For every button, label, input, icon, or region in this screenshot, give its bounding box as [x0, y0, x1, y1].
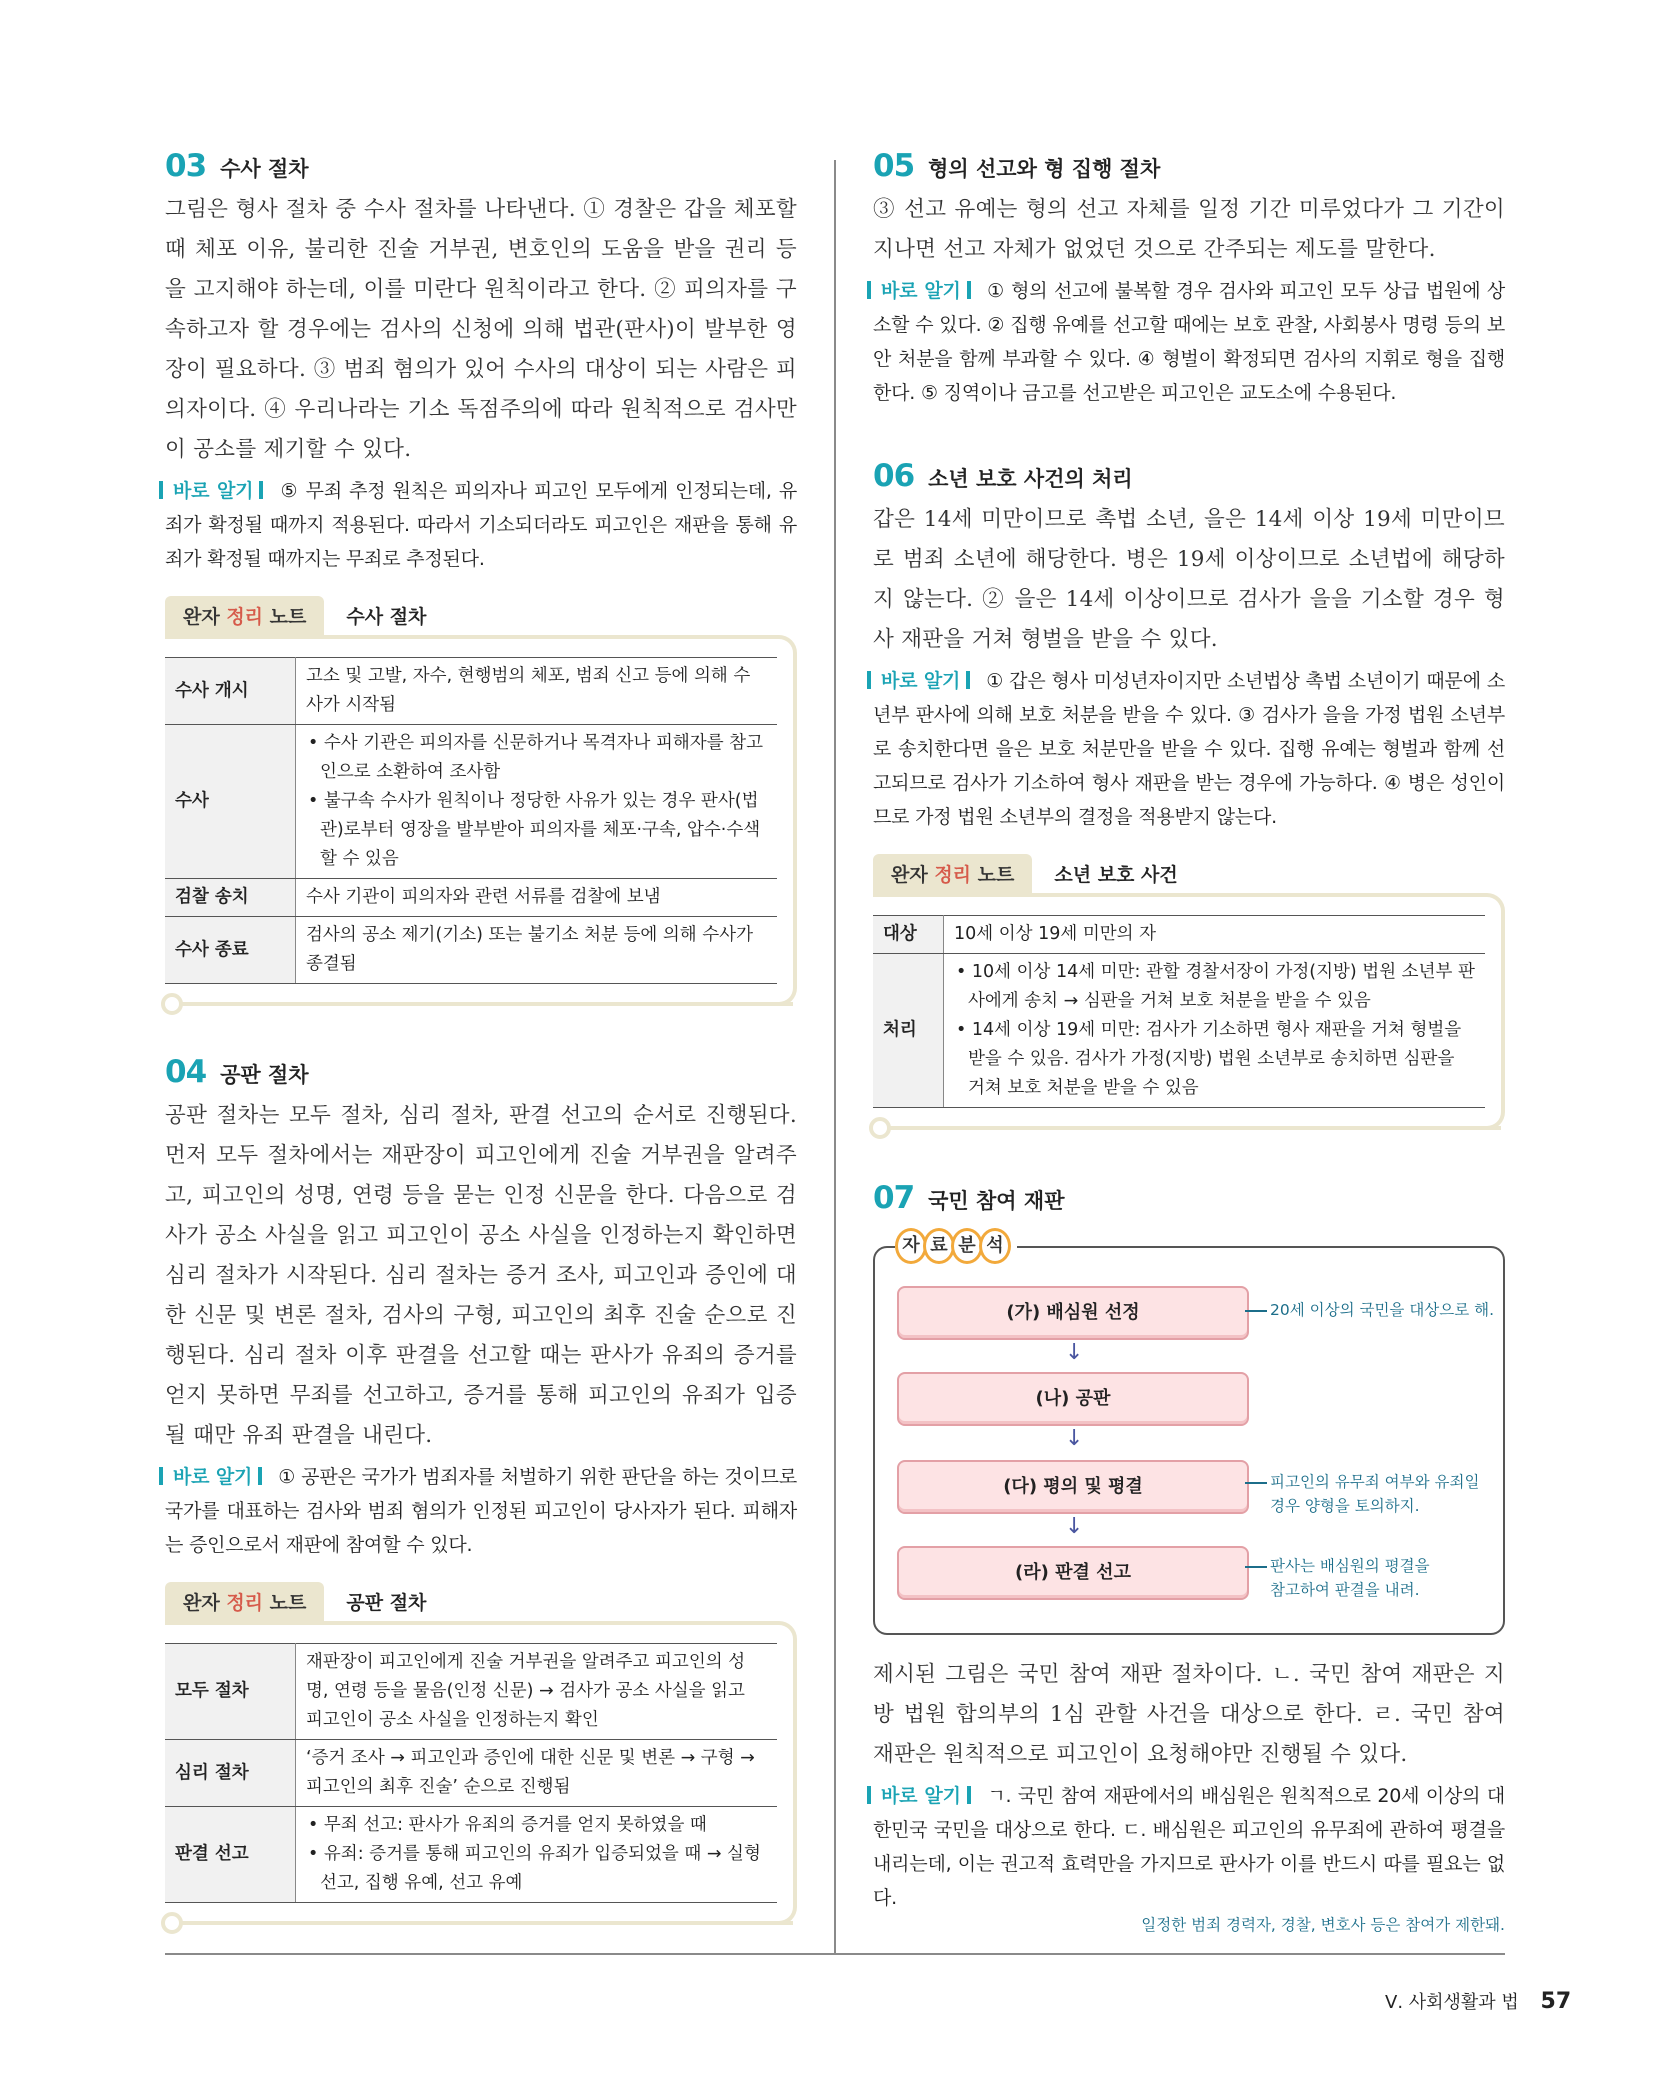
list-item: • 수사 기관은 피의자를 신문하거나 목격자나 피해자를 참고인으로 소환하여 조사함	[306, 729, 767, 787]
table-row	[165, 1807, 777, 1903]
label-char: 분	[951, 1228, 983, 1264]
section-04-body: 공판 절차는 모두 절차, 심리 절차, 판결 선고의 순서로 진행된다. 먼저 모두 절차에서는 재판장이 피고인에게 진술 거부권을 알려주고, 피고인의 성명, 연령 등을 묻는 인정 신문을 한다. 다음으로 검사가 공소 사실을 읽고 피고인이 공소 사실을 인정하는지 확인하면 심리 절차가 시작된다. 심리 절차는 증거 조사, 피고인과 증인에 대한 신문 및 변론 절차, 검사의 구형, 피고인의 최후 진술 순으로 진행된다. 심리 절차 이후 판결을 선고할 때는 판사가 유죄의 증거를 얻지 못하면 무죄를 선고하고, 증거를 통해 피고인의 유죄가 입증될 때만 유죄 판결을 내린다.	[165, 1103, 797, 1448]
section-number: 06	[873, 458, 915, 494]
bottom-rule	[165, 1953, 1505, 1955]
flow-step: (다) 평의 및 평결	[897, 1460, 1249, 1514]
row-header: 검찰 송치	[165, 879, 296, 917]
tip-bar-icon	[259, 481, 263, 499]
tip-label: 바로 알기	[881, 280, 961, 302]
note-tab: 완자 정리 노트	[165, 1582, 324, 1621]
note-box	[873, 893, 1505, 1130]
flow-diagram	[873, 1235, 1505, 1635]
row-header: 심리 절차	[165, 1740, 296, 1807]
row-content: 수사 기관이 피의자와 관련 서류를 검찰에 보냄	[296, 879, 778, 917]
row-header: 수사 종료	[165, 917, 296, 984]
flow-step: (가) 배심원 선정	[897, 1286, 1249, 1340]
row-header: 수사 개시	[165, 658, 296, 725]
tip-bar-icon	[966, 671, 970, 689]
row-header: 처리	[873, 954, 944, 1108]
tip-label: 바로 알기	[881, 1785, 961, 1807]
side-note: 20세 이상의 국민을 대상으로 해.	[1270, 1298, 1494, 1322]
section-title: 국민 참여 재판	[928, 1189, 1065, 1213]
note-bottom-line	[177, 1921, 793, 1925]
section-title: 소년 보호 사건의 처리	[928, 467, 1133, 491]
tip-text: ⑤ 무죄 추정 원칙은 피의자나 피고인 모두에게 인정되는데, 유죄가 확정될 때까지 적용된다. 따라서 기소되더라도 피고인은 재판을 통해 유죄가 확정될 때까지는 무죄로 추정된다.	[165, 480, 798, 570]
section-number: 04	[165, 1054, 207, 1090]
note-tab: 완자 정리 노트	[873, 854, 1032, 893]
row-content: 10세 이상 19세 미만의 자	[944, 916, 1486, 954]
note-title: 공판 절차	[346, 1592, 427, 1614]
table-row	[165, 1740, 777, 1807]
tip-bar-icon	[258, 1467, 262, 1485]
ring-icon	[161, 1912, 183, 1934]
section-03-tip	[165, 474, 797, 576]
section-04-tip	[165, 1460, 797, 1562]
flow-step: (라) 판결 선고	[897, 1546, 1249, 1600]
list-item: • 10세 이상 14세 미만: 관할 경찰서장이 가정(지방) 법원 소년부 판사에게 송치 → 심판을 거쳐 보호 처분을 받을 수 있음	[954, 958, 1475, 1016]
table-row	[165, 879, 777, 917]
note-table	[873, 915, 1485, 1108]
note-header	[165, 596, 797, 635]
row-header: 모두 절차	[165, 1644, 296, 1740]
tip-bar-icon	[867, 671, 871, 689]
row-header: 판결 선고	[165, 1807, 296, 1903]
section-title: 형의 선고와 형 집행 절차	[928, 157, 1161, 181]
section-05-body: ③ 선고 유예는 형의 선고 자체를 일정 기간 미루었다가 그 기간이 지나면 선고 자체가 없었던 것으로 간주되는 제도를 말한다.	[873, 197, 1505, 262]
list-item: • 무죄 선고: 판사가 유죄의 증거를 얻지 못하였을 때	[306, 1811, 767, 1840]
note-bottom-line	[885, 1126, 1501, 1130]
note-title: 수사 절차	[346, 606, 427, 628]
table-row	[165, 658, 777, 725]
section-07-heading	[873, 1180, 1505, 1216]
label-char: 료	[923, 1228, 955, 1264]
tip-bar-icon	[159, 481, 163, 499]
note-table	[165, 1643, 777, 1903]
side-note: 판사는 배심원의 평결을 참고하여 판결을 내려.	[1270, 1554, 1430, 1602]
section-title: 공판 절차	[220, 1063, 309, 1087]
tip-bar-icon	[159, 1467, 163, 1485]
table-row	[165, 725, 777, 879]
list-item: • 14세 이상 19세 미만: 검사가 기소하면 형사 재판을 거쳐 형벌을 받을 수 있음. 검사가 가정(지방) 법원 소년부로 송치하면 심판을 거쳐 보호 처분을 받을 수 있음	[954, 1016, 1475, 1103]
callout-note: 일정한 범죄 경력자, 경찰, 변호사 등은 참여가 제한돼.	[1141, 1916, 1505, 1934]
tip-text: ① 형의 선고에 불복할 경우 검사와 피고인 모두 상급 법원에 상소할 수 있다. ② 집행 유예를 선고할 때에는 보호 관찰, 사회봉사 명령 등의 보안 처분을 함께 부과할 수 있다. ④ 형벌이 확정되면 검사의 지휘로 형을 집행한다. ⑤ 징역이나 금고를 선고받은 피고인은 교도소에 수용된다.	[873, 280, 1506, 404]
tip-label: 바로 알기	[173, 1466, 253, 1488]
label-char: 자	[895, 1228, 927, 1264]
left-column	[165, 148, 797, 1925]
tip-bar-icon	[867, 281, 871, 299]
section-03-body: 그림은 형사 절차 중 수사 절차를 나타낸다. ① 경찰은 갑을 체포할 때 체포 이유, 불리한 진술 거부권, 변호인의 도움을 받을 권리 등을 고지해야 하는데, 이를 미란다 원칙이라고 한다. ② 피의자를 구속하고자 할 경우에는 검사의 신청에 의해 법관(판사)이 발부한 영장이 필요하다. ③ 범죄 혐의가 있어 수사의 대상이 되는 사람은 피의자이다. ④ 우리나라는 기소 독점주의에 따라 원칙적으로 검사만이 공소를 제기할 수 있다.	[165, 197, 797, 462]
page-number: 57	[1540, 1989, 1572, 2014]
flow-step: (나) 공판	[897, 1372, 1249, 1426]
note-header	[165, 1582, 797, 1621]
table-row	[873, 954, 1485, 1108]
section-number: 03	[165, 148, 207, 184]
section-03-heading	[165, 148, 797, 184]
label-char: 석	[979, 1228, 1011, 1264]
row-content	[944, 954, 1486, 1108]
row-content	[296, 1807, 778, 1903]
list-item: • 유죄: 증거를 통해 피고인의 유죄가 입증되었을 때 → 실형 선고, 집행 유예, 선고 유예	[306, 1840, 767, 1898]
note-box	[165, 635, 797, 1006]
section-06-tip	[873, 664, 1505, 834]
row-content: 고소 및 고발, 자수, 현행범의 체포, 범죄 신고 등에 의해 수사가 시작됨	[296, 658, 778, 725]
section-07-body: 제시된 그림은 국민 참여 재판 절차이다. ㄴ. 국민 참여 재판은 지방 법원 합의부의 1심 관할 사건을 대상으로 한다. ㄹ. 국민 참여 재판은 원칙적으로 피고인이 요청해야만 진행될 수 있다.	[873, 1662, 1505, 1767]
section-number: 05	[873, 148, 915, 184]
note-bottom-line	[177, 1002, 793, 1006]
tip-bar-icon	[967, 1786, 971, 1804]
table-row	[165, 1644, 777, 1740]
ring-icon	[869, 1117, 891, 1139]
note-box	[165, 1621, 797, 1925]
ring-icon	[161, 993, 183, 1015]
tip-label: 바로 알기	[173, 480, 254, 502]
tip-text: ① 갑은 형사 미성년자이지만 소년법상 촉법 소년이기 때문에 소년부 판사에 의해 보호 처분을 받을 수 있다. ③ 검사가 을을 가정 법원 소년부로 송치한다면 을은 보호 처분만을 받을 수 있다. 집행 유예는 형벌과 함께 선고되므로 검사가 기소하여 형사 재판을 받는 경우에 가능하다. ④ 병은 성인이므로 가정 법원 소년부의 결정을 적용받지 않는다.	[873, 670, 1505, 828]
row-header: 수사	[165, 725, 296, 879]
tip-label: 바로 알기	[881, 670, 961, 692]
tip-bar-icon	[967, 281, 971, 299]
arrow-down-icon: ↓	[1065, 1426, 1084, 1451]
diagram-label	[895, 1228, 1017, 1264]
row-content: 재판장이 피고인에게 진술 거부권을 알려주고 피고인의 성명, 연령 등을 물음(인정 신문) → 검사가 공소 사실을 읽고 피고인이 공소 사실을 인정하는지 확인	[296, 1644, 778, 1740]
row-content	[296, 725, 778, 879]
section-title: 수사 절차	[220, 157, 309, 181]
note-title: 소년 보호 사건	[1054, 864, 1178, 886]
tip-text: ㄱ. 국민 참여 재판에서의 배심원은 원칙적으로 20세 이상의 대한민국 국민을 대상으로 한다. ㄷ. 배심원은 피고인의 유무죄에 관하여 평결을 내리는데, 이는 권고적 효력만을 가지므로 판사가 이를 반드시 따를 필요는 없다.	[873, 1785, 1506, 1909]
arrow-down-icon: ↓	[1065, 1340, 1084, 1365]
row-content: 검사의 공소 제기(기소) 또는 불기소 처분 등에 의해 수사가 종결됨	[296, 917, 778, 984]
section-06-heading	[873, 458, 1505, 494]
section-04-heading	[165, 1054, 797, 1090]
list-item: • 불구속 수사가 원칙이나 정당한 사유가 있는 경우 판사(법관)로부터 영장을 발부받아 피의자를 체포·구속, 압수·수색할 수 있음	[306, 787, 767, 874]
section-07-tip	[873, 1779, 1505, 1915]
row-header: 대상	[873, 916, 944, 954]
right-column	[873, 148, 1505, 1935]
chapter-label: Ⅴ. 사회생활과 법	[1385, 1992, 1519, 2013]
row-content: ‘증거 조사 → 피고인과 증인에 대한 신문 및 변론 → 구형 → 피고인의 최후 진술’ 순으로 진행됨	[296, 1740, 778, 1807]
tip-text: ① 공판은 국가가 범죄자를 처벌하기 위한 판단을 하는 것이므로 국가를 대표하는 검사와 범죄 혐의가 인정된 피고인이 당사자가 된다. 피해자는 증인으로서 재판에 참여할 수 있다.	[165, 1466, 797, 1556]
section-05-heading	[873, 148, 1505, 184]
column-divider	[834, 160, 836, 1955]
side-note: 피고인의 유무죄 여부와 유죄일 경우 양형을 토의하지.	[1270, 1470, 1479, 1518]
table-row	[165, 917, 777, 984]
tip-bar-icon	[867, 1786, 871, 1804]
note-table	[165, 657, 777, 984]
note-tab: 완자 정리 노트	[165, 596, 324, 635]
arrow-down-icon: ↓	[1065, 1514, 1084, 1539]
table-row	[873, 916, 1485, 954]
section-number: 07	[873, 1180, 915, 1216]
page-footer	[1385, 1988, 1571, 2014]
note-header	[873, 854, 1505, 893]
section-06-body: 갑은 14세 미만이므로 촉법 소년, 을은 14세 이상 19세 미만이므로 범죄 소년에 해당한다. 병은 19세 이상이므로 소년법에 해당하지 않는다. ② 을은 14세 이상이므로 검사가 을을 기소할 경우 형사 재판을 거쳐 형벌을 받을 수 있다.	[873, 507, 1505, 652]
section-05-tip	[873, 274, 1505, 410]
